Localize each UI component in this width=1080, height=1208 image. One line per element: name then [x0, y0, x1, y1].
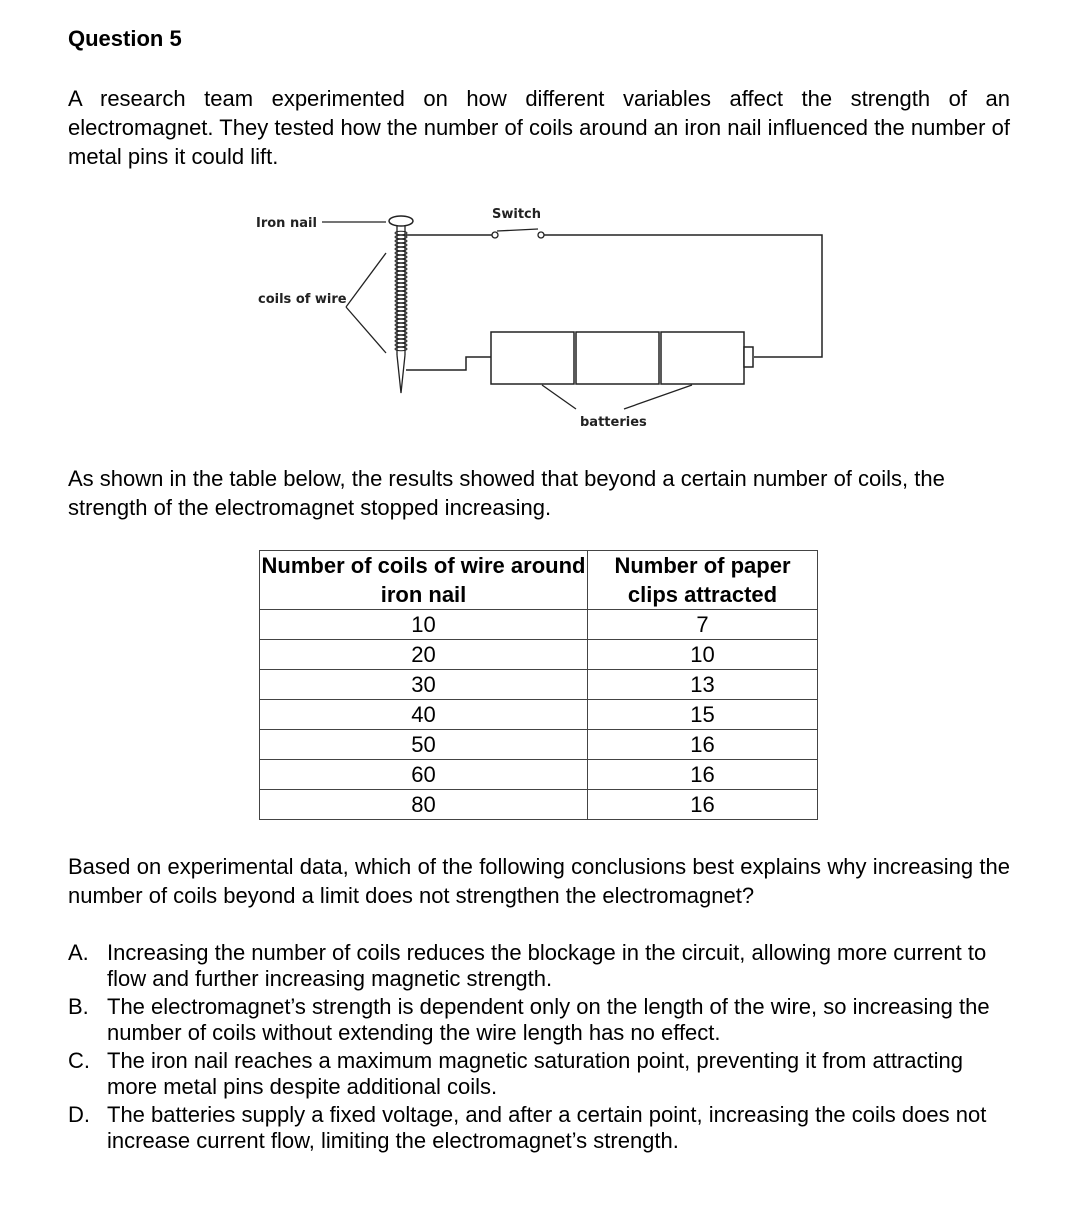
option-text: The electromagnet’s strength is dependent only on the length of the wire, so increasing the number of coils without extending the wire length has no effect. [107, 994, 990, 1045]
coils-cell: 30 [260, 670, 588, 700]
batteries [491, 332, 753, 384]
option-c[interactable] [68, 1048, 1010, 1100]
coils-pointer-upper [346, 253, 386, 307]
battery-2 [576, 332, 659, 384]
coils-cell: 60 [260, 760, 588, 790]
answer-options [68, 940, 1010, 1156]
option-letter: C. [68, 1048, 90, 1073]
clips-cell: 7 [588, 610, 818, 640]
clips-cell: 10 [588, 640, 818, 670]
coils-cell: 50 [260, 730, 588, 760]
intro-paragraph: A research team experimented on how different variables affect the strength of an electromagnet. They tested how the number of coils around an iron nail influenced the number of metal pins it could lift. [68, 86, 1010, 169]
batteries-pointer-left [542, 385, 576, 409]
coils-cell: 40 [260, 700, 588, 730]
switch [492, 229, 544, 238]
table-row [260, 700, 818, 730]
batteries-label: batteries [580, 415, 647, 430]
table-row [260, 790, 818, 820]
option-d[interactable] [68, 1102, 1010, 1154]
coils-cell: 80 [260, 790, 588, 820]
coils-pointer-lower [346, 307, 386, 353]
clips-cell: 15 [588, 700, 818, 730]
results-table [259, 550, 818, 820]
option-b[interactable] [68, 994, 1010, 1046]
option-text: Increasing the number of coils reduces the blockage in the circuit, allowing more current to flow and further increasing magnetic strength. [107, 940, 987, 991]
table-row [260, 730, 818, 760]
table-row [260, 640, 818, 670]
clips-cell: 16 [588, 760, 818, 790]
results-paragraph: As shown in the table below, the results showed that beyond a certain number of coils, the strength of the electromagnet stopped increasing. [68, 466, 945, 520]
question-title: Question 5 [68, 26, 182, 51]
iron-nail-label: Iron nail [256, 216, 317, 231]
option-text: The iron nail reaches a maximum magnetic saturation point, preventing it from attracting more metal pins despite additional coils. [107, 1048, 963, 1099]
option-a[interactable] [68, 940, 1010, 992]
question-prompt: Based on experimental data, which of the following conclusions best explains why increasing the number of coils beyond a limit does not strengthen the electromagnet? [68, 854, 1010, 908]
table-row [260, 670, 818, 700]
header-coils: Number of coils of wire around iron nail [260, 551, 588, 610]
coils-cell: 20 [260, 640, 588, 670]
coils-label: coils of wire [258, 292, 347, 307]
battery-3 [661, 332, 744, 384]
clips-cell: 13 [588, 670, 818, 700]
table-header-row [260, 551, 818, 610]
batteries-pointer-right [624, 385, 692, 409]
header-clips: Number of paper clips attracted [588, 551, 818, 610]
battery-terminal [744, 347, 753, 367]
option-letter: B. [68, 994, 89, 1019]
table-row [260, 760, 818, 790]
table-row [260, 610, 818, 640]
option-letter: A. [68, 940, 89, 965]
switch-label: Switch [492, 207, 542, 222]
option-text: The batteries supply a fixed voltage, and after a certain point, increasing the coils does not increase current flow, limiting the electromagnet’s strength. [107, 1102, 987, 1153]
coils-cell: 10 [260, 610, 588, 640]
clips-cell: 16 [588, 730, 818, 760]
clips-cell: 16 [588, 790, 818, 820]
battery-1 [491, 332, 574, 384]
option-letter: D. [68, 1102, 90, 1127]
electromagnet-circuit-diagram [240, 195, 840, 440]
